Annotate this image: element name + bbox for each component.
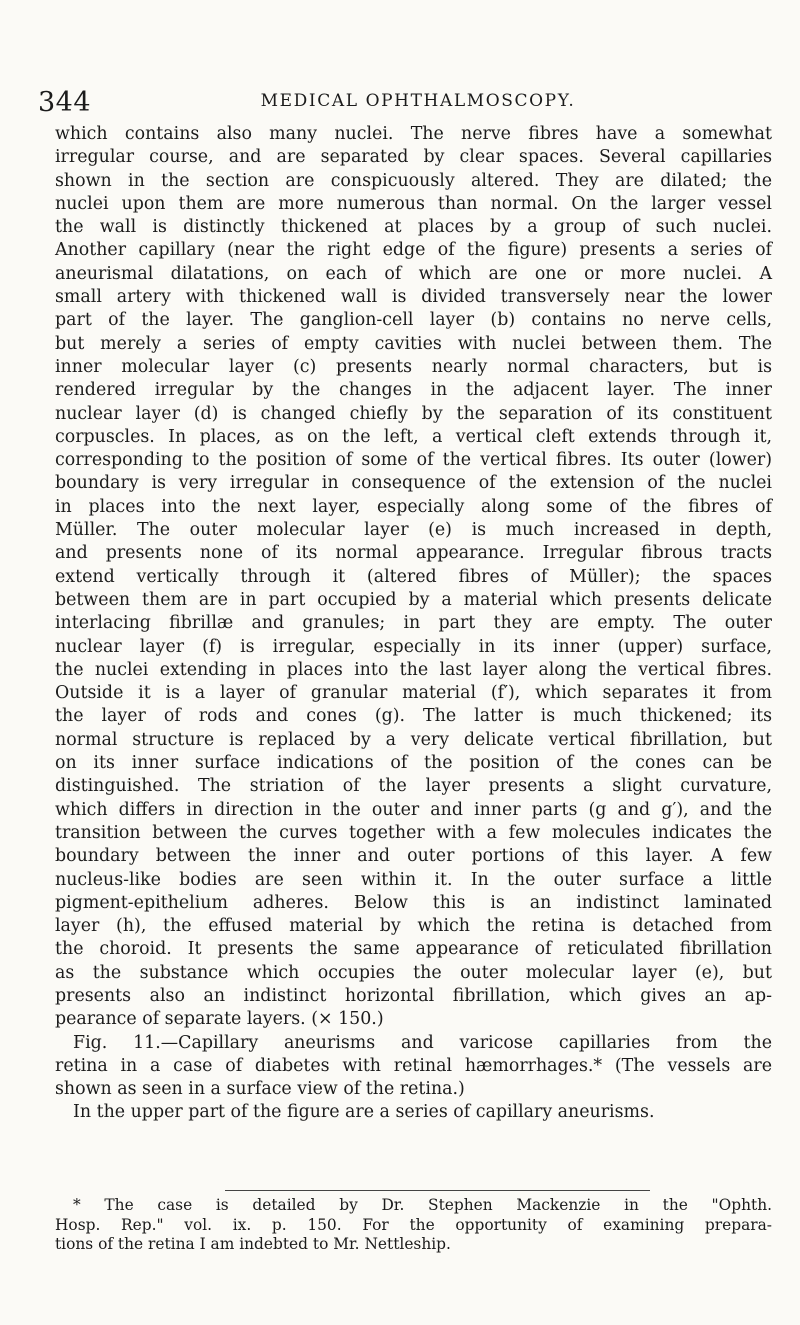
footnote xyxy=(55,1196,772,1255)
body-line: which differs in direction in the outer and inner parts (g and g′), and the xyxy=(55,799,772,820)
body-line: normal structure is replaced by a very delicate vertical fibrillation, but xyxy=(55,729,772,750)
body-line: interlacing fibrillæ and granules; in part they are empty. The outer xyxy=(55,613,772,634)
body-line: In the upper part of the figure are a series of capillary aneurisms. xyxy=(73,1102,655,1123)
body-line: as the substance which occupies the outer molecular layer (e), but xyxy=(55,962,772,983)
body-line: layer (h), the effused material by which the retina is detached from xyxy=(55,916,772,937)
body-line: the layer of rods and cones (g). The latter is much thickened; its xyxy=(55,706,772,727)
body-line: the nuclei extending in places into the last layer along the vertical fibres. xyxy=(55,659,772,680)
body-line: corpuscles. In places, as on the left, a vertical cleft extends through it, xyxy=(55,426,772,447)
body-line: extend vertically through it (altered fibres of Müller); the spaces xyxy=(55,566,772,587)
body-line: transition between the curves together with a few molecules indicates the xyxy=(55,822,772,843)
body-line: nuclear layer (f) is irregular, especially in its inner (upper) surface, xyxy=(55,636,772,657)
running-title: MEDICAL OPHTHALMOSCOPY. xyxy=(260,91,576,111)
body-line: which contains also many nuclei. The nerve fibres have a somewhat xyxy=(55,124,772,144)
body-line: inner molecular layer (c) presents nearly normal characters, but is xyxy=(55,356,772,377)
body-line: corresponding to the position of some of the vertical fibres. Its outer (lower) xyxy=(55,450,772,471)
body-line: in places into the next layer, especially along some of the fibres of xyxy=(55,496,772,517)
body-line: small artery with thickened wall is divided transversely near the lower xyxy=(55,287,772,308)
body-line: boundary between the inner and outer portions of this layer. A few xyxy=(55,846,772,867)
body-line: Outside it is a layer of granular material (f′), which separates it from xyxy=(55,683,772,704)
body-line: nucleus-like bodies are seen within it. In the outer surface a little xyxy=(55,869,772,890)
body-line: the wall is distinctly thickened at places by a group of such nuclei. xyxy=(55,217,772,238)
body-line: Müller. The outer molecular layer (e) is much increased in depth, xyxy=(55,520,772,541)
body-line: Another capillary (near the right edge of the figure) presents a series of xyxy=(55,240,772,261)
figure-caption-line: Fig. 11.—Capillary aneurisms and varicose capillaries from the xyxy=(73,1032,772,1053)
body-line: part of the layer. The ganglion-cell layer (b) contains no nerve cells, xyxy=(55,310,772,331)
body-line: boundary is very irregular in consequence of the extension of the nuclei xyxy=(55,473,772,494)
body-line: and presents none of its normal appearance. Irregular fibrous tracts xyxy=(55,543,772,564)
body-line: nuclei upon them are more numerous than normal. On the larger vessel xyxy=(55,193,772,214)
footnote-line: tions of the retina I am indebted to Mr. Nettleship. xyxy=(55,1235,451,1254)
body-line: presents also an indistinct horizontal fibrillation, which gives an ap- xyxy=(55,985,772,1006)
body-line: rendered irregular by the changes in the adjacent layer. The inner xyxy=(55,380,772,401)
page-number: 344 xyxy=(38,87,92,118)
body-line: pigment-epithelium adheres. Below this is an indistinct laminated xyxy=(55,892,772,913)
body-line: on its inner surface indications of the position of the cones can be xyxy=(55,753,772,774)
body-text xyxy=(55,123,772,1125)
body-line: shown in the section are conspicuously altered. They are dilated; the xyxy=(55,170,772,191)
body-line: distinguished. The striation of the layer presents a slight curvature, xyxy=(55,776,772,797)
page-header xyxy=(38,87,778,117)
footnote-line: Hosp. Rep." vol. ix. p. 150. For the opportunity of examining prepara- xyxy=(55,1215,772,1234)
figure-caption-line: shown as seen in a surface view of the retina.) xyxy=(55,1079,465,1100)
body-line: aneurismal dilatations, on each of which are one or more nuclei. A xyxy=(55,263,772,284)
body-line: nuclear layer (d) is changed chiefly by the separation of its constituent xyxy=(55,403,772,424)
figure-caption-line: retina in a case of diabetes with retinal hæmorrhages.* (The vessels are xyxy=(55,1055,772,1076)
body-line: but merely a series of empty cavities with nuclei between them. The xyxy=(55,333,772,354)
body-line: the choroid. It presents the same appearance of reticulated fibrillation xyxy=(55,939,772,960)
body-line: irregular course, and are separated by clear spaces. Several capillaries xyxy=(55,147,772,168)
body-line: between them are in part occupied by a material which presents delicate xyxy=(55,589,772,610)
footnote-divider xyxy=(225,1190,650,1191)
footnote-line: * The case is detailed by Dr. Stephen Mackenzie in the "Ophth. xyxy=(73,1196,772,1214)
body-line: pearance of separate layers. (× 150.) xyxy=(55,1009,384,1030)
